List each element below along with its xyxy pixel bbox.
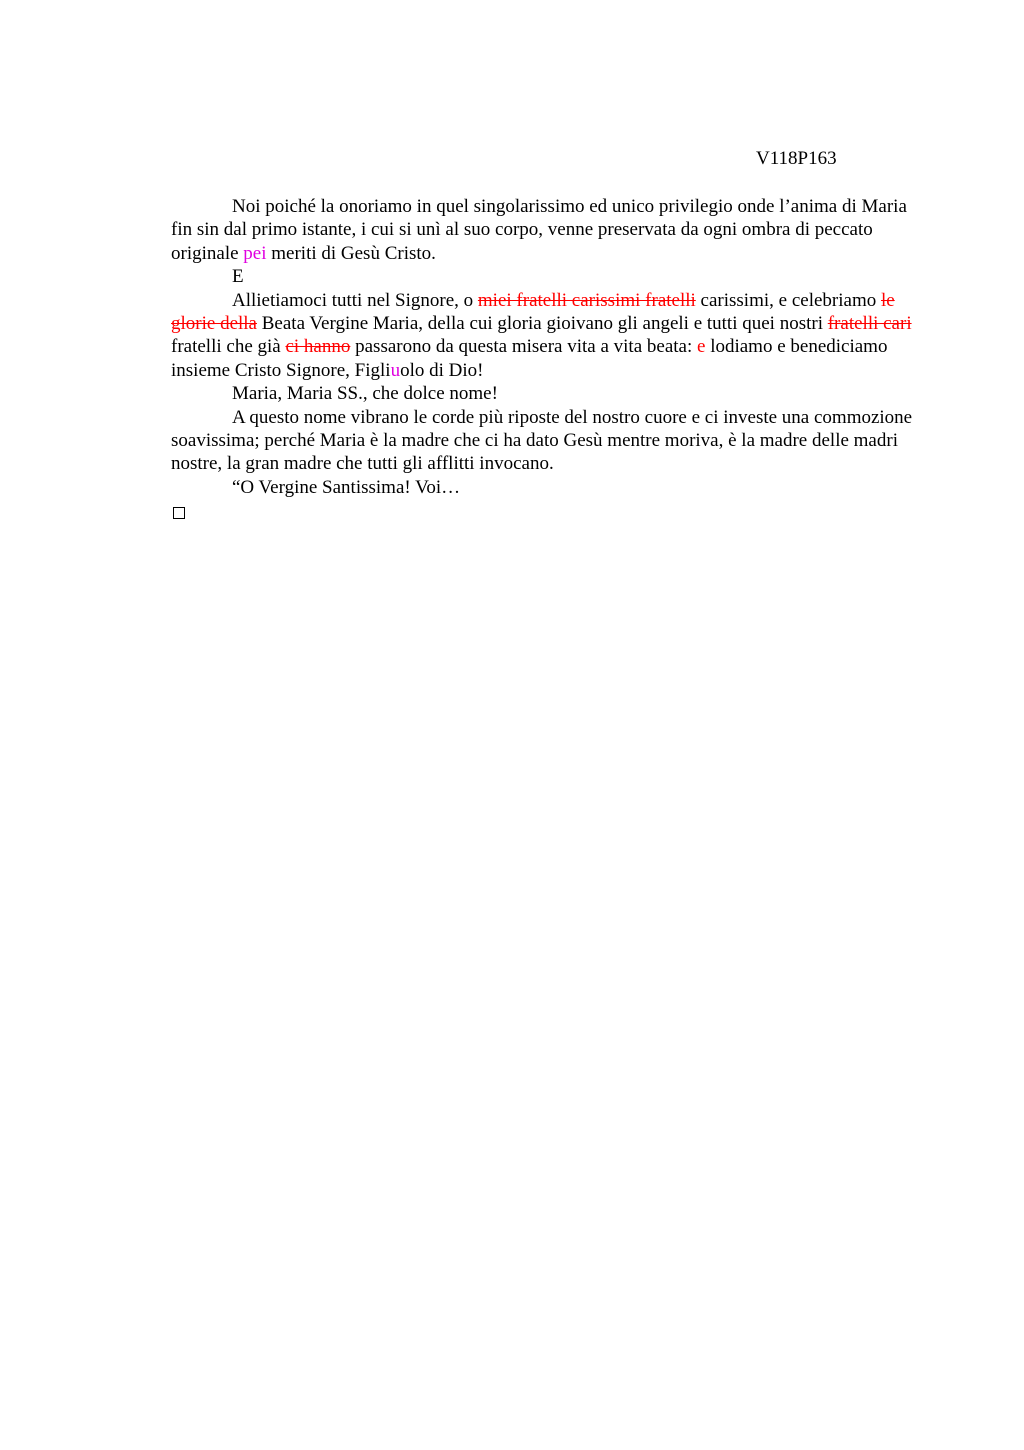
text-run: carissimi, e celebriamo bbox=[695, 289, 881, 311]
text-run: Maria, Maria SS., che dolce nome! bbox=[232, 383, 498, 405]
text-run: Noi poiché la onoriamo in quel singolarissimo ed unico privilegio onde l’anima di Maria fin sin dal primo istante, i cui si unì al suo corpo, venne preservata da ogni ombra di peccato originale bbox=[171, 196, 907, 264]
text-run: passarono da questa misera vita a vita beata: bbox=[350, 336, 697, 358]
inserted-text: e bbox=[697, 336, 706, 358]
text-run: “O Vergine Santissima! Voi… bbox=[232, 476, 461, 498]
text-run: lodiamo e benediciamo insieme Cristo Signore, Figli bbox=[171, 336, 888, 381]
text-run: E bbox=[232, 266, 244, 288]
text-run: Allietiamoci tutti nel Signore, o bbox=[232, 289, 478, 311]
inserted-text: pei bbox=[243, 242, 267, 264]
deleted-text: ci hanno bbox=[285, 336, 351, 358]
paragraph bbox=[171, 289, 931, 383]
paragraph bbox=[171, 406, 931, 476]
paragraph bbox=[171, 265, 931, 288]
paragraph bbox=[171, 382, 931, 405]
text-run: A questo nome vibrano le corde più riposte del nostro cuore e ci investe una commozione soavissima; perché Maria è la madre che ci ha dato Gesù mentre moriva, è la madre delle madri nostre, la gran madre che tutti gli afflitti invocano. bbox=[171, 406, 913, 475]
deleted-text: miei fratelli carissimi fratelli bbox=[477, 289, 696, 311]
deleted-text: le glorie della bbox=[171, 289, 895, 335]
paragraph bbox=[171, 476, 931, 499]
empty-square-icon bbox=[173, 507, 185, 519]
text-run: olo di Dio! bbox=[400, 359, 484, 381]
paragraph bbox=[171, 195, 931, 265]
inserted-text: u bbox=[390, 359, 401, 381]
text-run: Beata Vergine Maria, della cui gloria gioivano gli angeli e tutti quei nostri bbox=[257, 313, 828, 335]
text-run: meriti di Gesù Cristo. bbox=[266, 242, 436, 264]
page-id: V118P163 bbox=[756, 148, 837, 169]
document-body bbox=[171, 195, 931, 499]
deleted-text: fratelli cari bbox=[827, 313, 912, 335]
text-run: fratelli che già bbox=[171, 336, 286, 358]
